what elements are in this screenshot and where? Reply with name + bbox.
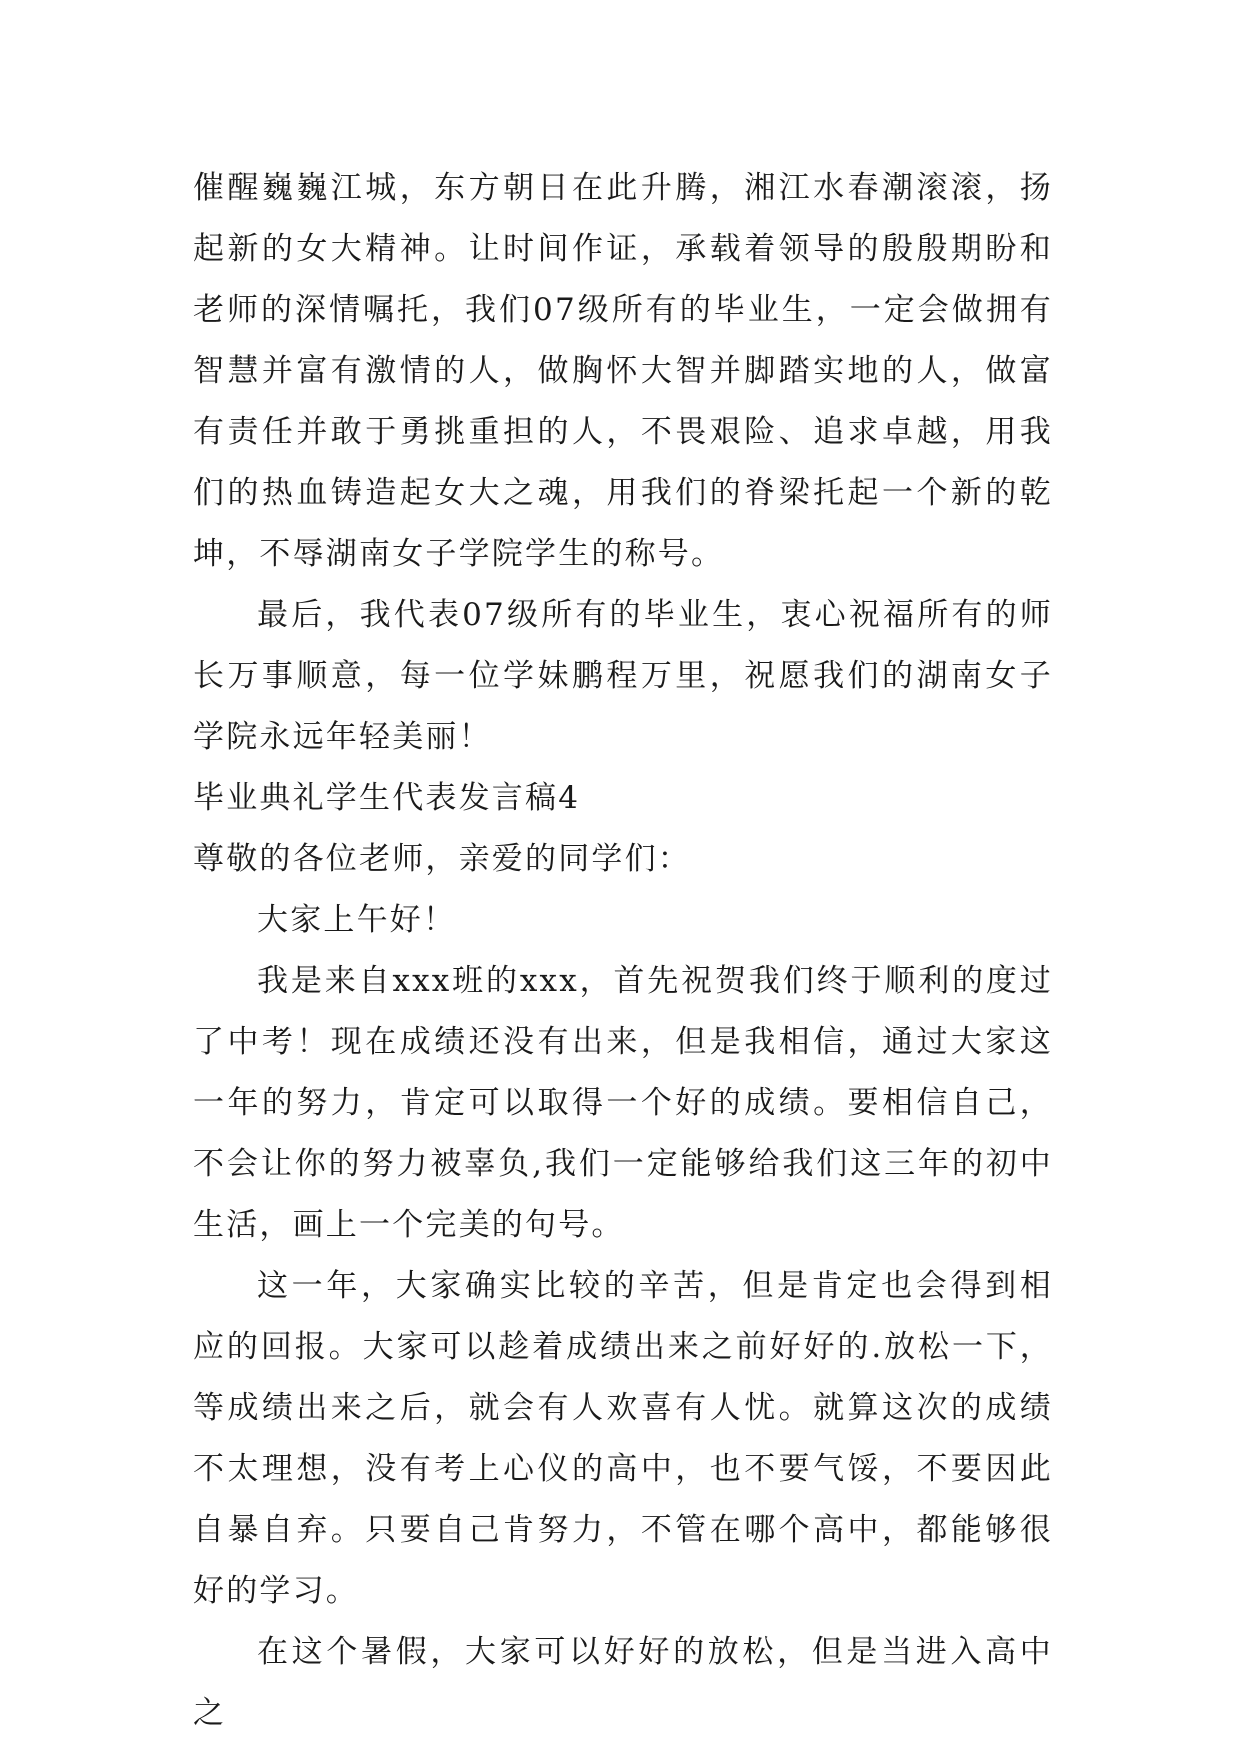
section-title: 毕业典礼学生代表发言稿4: [193, 780, 581, 816]
greeting: 大家上午好！: [257, 902, 457, 938]
paragraph-continued: 催醒巍巍江城，东方朝日在此升腾，湘江水春潮滚滚，扬起新的女大精神。让时间作证，承载着领导的殷殷期盼和老师的深情嘱托，我们07级所有的毕业生，一定会做拥有智慧并富有激情的人，做胸怀大智并脚踏实地的人，做富有责任并敢于勇挑重担的人，不畏艰险、追求卓越，用我们的热血铸造起女大之魂，用我们的脊梁托起一个新的乾坤，不辱湖南女子学院学生的称号。: [193, 170, 1053, 572]
paragraph-closing-wishes: 最后，我代表07级所有的毕业生，衷心祝福所有的师长万事顺意，每一位学妹鹏程万里，祝愿我们的湖南女子学院永远年轻美丽！: [193, 597, 1053, 755]
paragraph-hard-work: 这一年，大家确实比较的辛苦，但是肯定也会得到相应的回报。大家可以趁着成绩出来之前好好的.放松一下，等成绩出来之后，就会有人欢喜有人忧。就算这次的成绩不太理想，没有考上心仪的高中，也不要气馁，不要因此自暴自弃。只要自己肯努力，不管在哪个高中，都能够很好的学习。: [193, 1268, 1053, 1609]
salutation: 尊敬的各位老师，亲爱的同学们：: [193, 841, 691, 877]
document-body: [193, 158, 1053, 1744]
paragraph-introduction: 我是来自xxx班的xxx，首先祝贺我们终于顺利的度过了中考！现在成绩还没有出来，但是我相信，通过大家这一年的努力，肯定可以取得一个好的成绩。要相信自己，不会让你的努力被辜负,我们一定能够给我们这三年的初中生活，画上一个完美的句号。: [193, 963, 1053, 1243]
paragraph-summer-vacation: 在这个暑假，大家可以好好的放松，但是当进入高中之: [193, 1634, 1053, 1731]
